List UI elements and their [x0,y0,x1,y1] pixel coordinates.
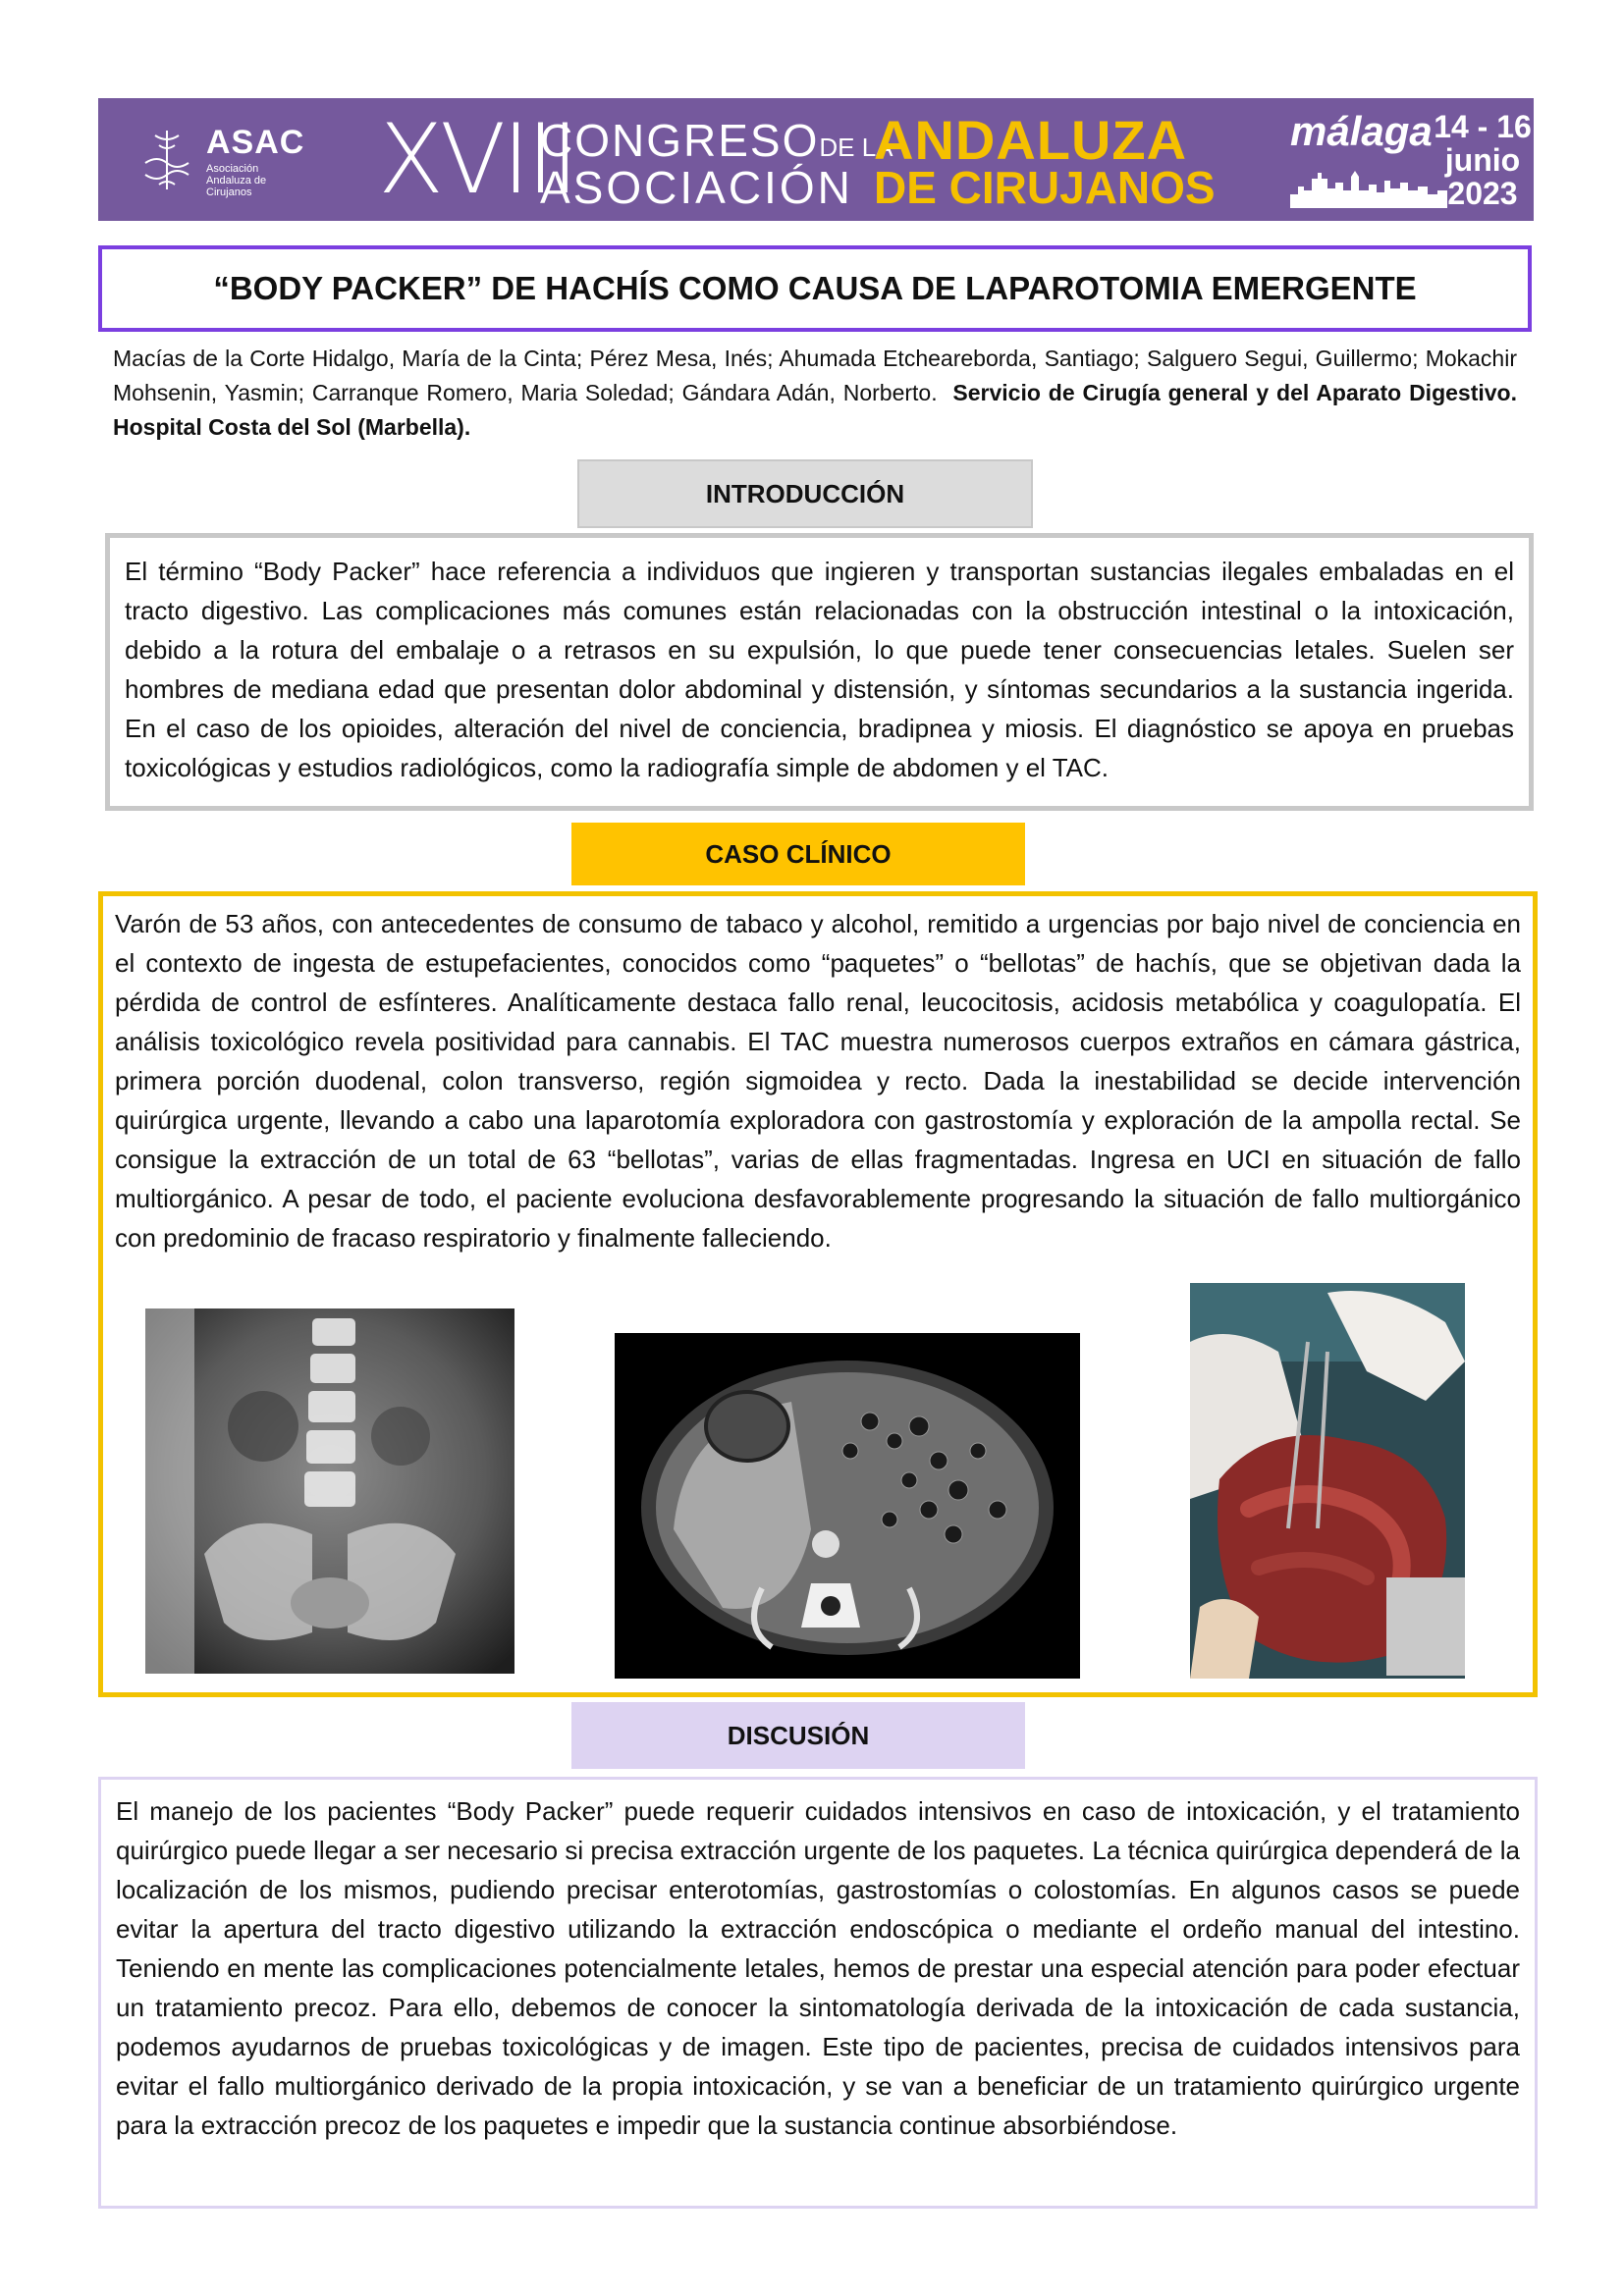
discusion-text: El manejo de los pacientes “Body Packer” puede requerir cuidados intensivos en caso de intoxicación, y el tratamiento quirúrgico puede llegar a ser necesario si precisa extracción urgente de los paquetes. La técnica quirúrgica dependerá de la localización de los mismos, pudiendo precisar enterotomías, gastrostomías o colostomías. En algunos casos se puede evitar la apertura del tracto digestivo utilizando la extracción endoscópica o mediante el ordeño manual del intestino. Teniendo en mente las complicaciones potencialmente letales, hemos de prestar una especial atención para poder efectuar un tratamiento precoz. Para ello, debemos de conocer la sintomatología derivada de la intoxicación de cada sustancia, podemos ayudarnos de pruebas toxicológicas y de imagen. Este tipo de pacientes, precisa de cuidados intensivos para evitar el fallo multiorgánico derivado de la propia intoxicación, y se van a beneficiar de un tratamiento quirúrgico urgente para la extracción precoz de los paquetes e impedir que la sustancia continue absorbiéndose. [116,1796,1520,2140]
date-days: 14 - 16 [1434,109,1532,144]
intro-text: El término “Body Packer” hace referencia a individuos que ingieren y transportan sustancias ilegales embaladas en el tracto digestivo. Las complicaciones más comunes están relacionadas con la obstrucción intestinal o la intoxicación, debido a la rotura del embalaje o a retrasos en su expulsión, lo que puede tener consecuencias letales. Suelen ser hombres de mediana edad que presentan dolor abdominal y distensión, y síntomas secundarios a la sustancia ingerida. En el caso de los opioides, alteración del nivel de conciencia, bradipnea y miosis. El diagnóstico se apoya en pruebas toxicológicas y estudios radiológicos, como la radiografía simple de abdomen y el TAC. [125,557,1514,782]
congress-banner [98,98,1534,221]
congress-dates [1434,110,1532,210]
city-skyline-icon [1290,161,1447,208]
congress-word: CONGRESO [540,115,820,166]
surgery-photo-image [1190,1283,1465,1679]
congress-de-la: DE LA [819,133,893,162]
caso-text: Varón de 53 años, con antecedentes de consumo de tabaco y alcohol, remitido a urgencias por bajo nivel de conciencia en el contexto de ingesta de estupefacientes, conocidos como “paquetes” o “bellotas” de hachís, que se objetivan dada la pérdida de control de esfínteres. Analíticamente destaca fallo renal, leucocitosis, acidosis metabólica y coagulopatía. El análisis toxicológico revela positividad para cannabis. El TAC muestra numerosos cuerpos extraños en cámara gástrica, primera porción duodenal, colon transverso, región sigmoidea y recto. Dada la inestabilidad se decide intervención quirúrgica urgente, llevando a cabo una laparotomía exploradora con gastrostomía y exploración de la ampolla rectal. Se consigue la extracción de un total de 63 “bellotas”, varias de ellas fragmentadas. Ingresa en UCI en situación de fallo multiorgánico. A pesar de todo, el paciente evoluciona desfavorablemente progresando la situación de fallo multiorgánico con predominio de fracaso respiratorio y finalmente falleciendo. [115,909,1521,1253]
ct-scan-image [615,1333,1080,1679]
city-name: málaga [1290,108,1433,154]
asac-logo [137,120,305,198]
congress-line2: ASOCIACIÓN [540,162,853,213]
date-year: 2023 [1447,176,1518,211]
poster-title-box [98,245,1532,332]
intro-heading: INTRODUCCIÓN [577,459,1033,528]
authors-block [113,342,1517,445]
congress-andaluza: ANDALUZA [874,109,1188,171]
congress-cirujanos: DE CIRUJANOS [874,162,1216,213]
affiliation: Servicio de Cirugía general y del Aparato Digestivo. Hospital Costa del Sol (Marbella). [113,380,1517,440]
asac-name: ASAC [206,124,305,161]
discusion-box [98,1777,1538,2209]
intro-box [105,533,1534,811]
congress-line1 [540,114,893,167]
congress-number: XVIII [378,104,575,216]
discusion-heading: DISCUSIÓN [571,1702,1025,1769]
date-month: junio [1444,142,1521,178]
abdominal-xray-image [145,1308,514,1674]
asac-subtitle: Asociación Andaluza de Cirujanos [206,163,267,198]
caso-heading: CASO CLÍNICO [571,823,1025,885]
author-names: Macías de la Corte Hidalgo, María de la Cinta; Pérez Mesa, Inés; Ahumada Etcheareborda, Santiago; Salguero Segui, Guillermo; Mokachir Mohsenin, Yasmin; Carranque Romero, Maria Soledad; Gándara Adán, Norberto. [113,346,1517,405]
poster-title: “BODY PACKER” DE HACHÍS COMO CAUSA DE LAPAROTOMIA EMERGENTE [213,270,1417,306]
asac-emblem-icon [137,126,196,194]
